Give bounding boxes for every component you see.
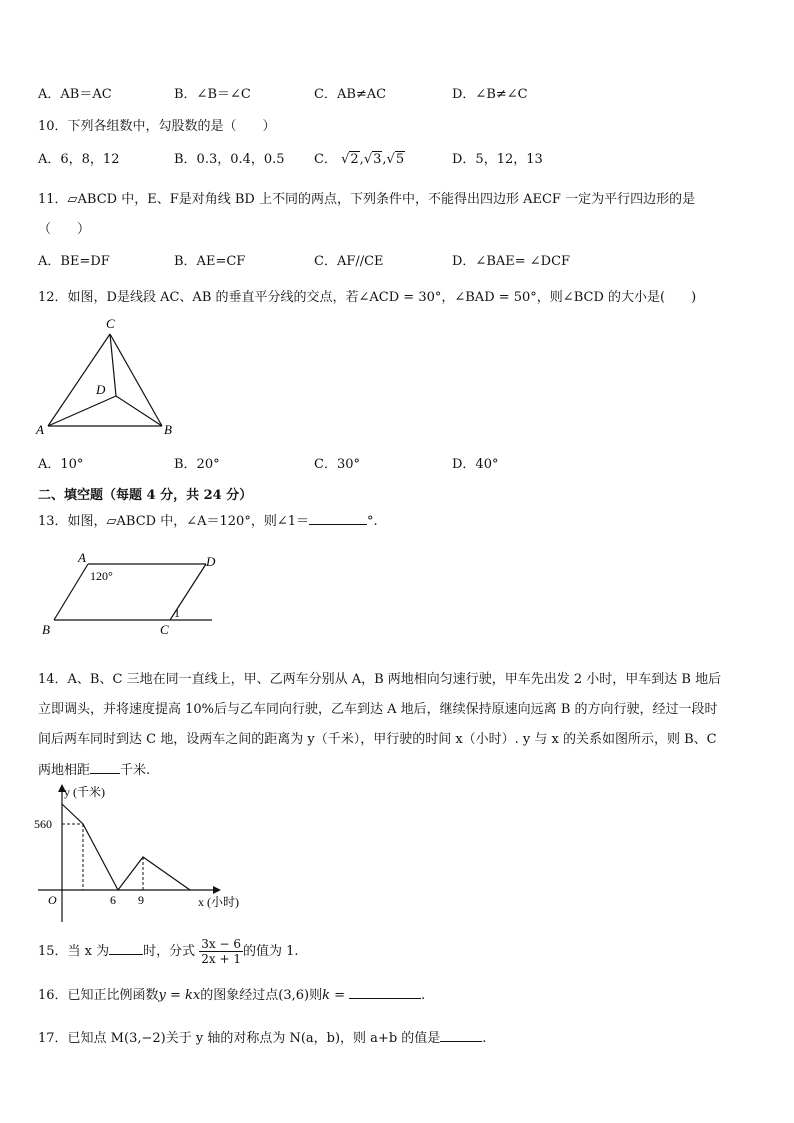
q9-option-d: D．∠B≠∠C — [452, 87, 528, 102]
q10-option-c: C． √2,√3,√5 — [314, 152, 405, 167]
sqrt-5: √5 — [386, 152, 405, 167]
q15-stem: 15．当 x 为 时，分式 $\frac{3x - 6}{2x + 1}$ 的值为 1. — [38, 937, 299, 966]
q12-label-d: D — [96, 382, 106, 397]
q10-option-d: D．5，12，13 — [452, 152, 543, 167]
q13-label-d: D — [206, 554, 216, 569]
sqrt-3: √3 — [363, 152, 382, 167]
q11-option-d: D．∠BAE= ∠DCF — [452, 254, 571, 269]
q12-option-a: A．10° — [38, 457, 84, 472]
q12-option-b: B．20° — [174, 457, 220, 472]
q11-option-a: A．BE=DF — [38, 254, 110, 269]
q15-fraction: $\frac{3x - 6}{2x + 1}$ — [201, 937, 242, 966]
q15-answer-blank[interactable] — [109, 942, 143, 955]
q11-option-b: B．AE=CF — [174, 254, 246, 269]
q13-stem: 13．如图，▱ABCD 中，∠A＝120°，则∠1＝ °. — [38, 514, 378, 529]
q11-option-c: C．AF//CE — [314, 254, 384, 269]
q10-option-a: A．6，8，12 — [38, 152, 120, 167]
q13-parallelogram-figure — [36, 550, 226, 642]
q12-stem: 12．如图，D是线段 AC、AB 的垂直平分线的交点，若∠ACD = 30°，∠BAD = 50°，则∠BCD 的大小是( ) — [38, 290, 697, 305]
q14-origin-label: O — [48, 893, 57, 907]
q16-answer-blank[interactable] — [349, 986, 421, 999]
q14-line-2: 立即调头，并将速度提高 10%后与乙车同向行驶，乙车到达 A 地后，继续保持原速向远离 B 的方向行驶，经过一段时 — [38, 702, 718, 717]
q12-triangle-figure — [30, 312, 190, 442]
q16-stem: 16．已知正比例函数y = kx的图象经过点(3,6)则k = . — [38, 988, 426, 1003]
q11-stem: 11．▱ABCD 中，E、F是对角线 BD 上不同的两点，下列条件中，不能得出四边形 AECF 一定为平行四边形的是 — [38, 192, 696, 207]
q13-angle-label: 120° — [90, 569, 113, 583]
q14-x-tick-9: 9 — [138, 893, 144, 907]
q14-y-tick-560: 560 — [34, 817, 52, 831]
q17-stem: 17．已知点 M(3,−2)关于 y 轴的对称点为 N(a，b)，则 a+b 的值是 . — [38, 1031, 487, 1046]
q13-angle-1-label: 1 — [174, 606, 180, 620]
q14-line-3: 间后两车同时到达 C 地，设两车之间的距离为 y（千米），甲行驶的时间 x（小时）. y 与 x 的关系如图所示，则 B、C — [38, 732, 717, 747]
q14-line-4: 两地相距 千米. — [38, 763, 151, 778]
q13-label-a: A — [78, 550, 86, 565]
q14-x-axis-label: x (小时) — [198, 895, 239, 909]
q10-option-b: B．0.3，0.4，0.5 — [174, 152, 285, 167]
section-title: 二、填空题（每题 4 分，共 24 分） — [38, 488, 253, 503]
q11-paren: （ ） — [38, 222, 91, 237]
q13-label-b: B — [42, 622, 50, 637]
q12-label-b: B — [164, 422, 172, 437]
q9-option-c: C．AB≠AC — [314, 87, 387, 102]
q13-answer-blank[interactable] — [309, 512, 367, 525]
q14-graph — [28, 780, 258, 930]
q12-option-c: C．30° — [314, 457, 360, 472]
q12-label-a: A — [36, 422, 44, 437]
q10-stem: 10．下列各组数中，勾股数的是（ ） — [38, 119, 276, 134]
q9-option-b: B．∠B＝∠C — [174, 87, 251, 102]
q14-y-axis-label: y (千米) — [64, 785, 105, 799]
q17-answer-blank[interactable] — [440, 1029, 482, 1042]
sqrt-2: √2 — [341, 152, 359, 167]
q14-answer-blank[interactable] — [90, 761, 120, 774]
q9-option-a: A．AB＝AC — [38, 87, 112, 102]
q13-label-c: C — [160, 622, 169, 637]
q14-line-1: 14．A、B、C 三地在同一直线上，甲、乙两车分别从 A，B 两地相向匀速行驶，甲车先出发 2 小时，甲车到达 B 地后 — [38, 672, 722, 687]
q12-label-c: C — [106, 316, 115, 331]
q12-option-d: D．40° — [452, 457, 499, 472]
q14-x-tick-6: 6 — [110, 893, 116, 907]
